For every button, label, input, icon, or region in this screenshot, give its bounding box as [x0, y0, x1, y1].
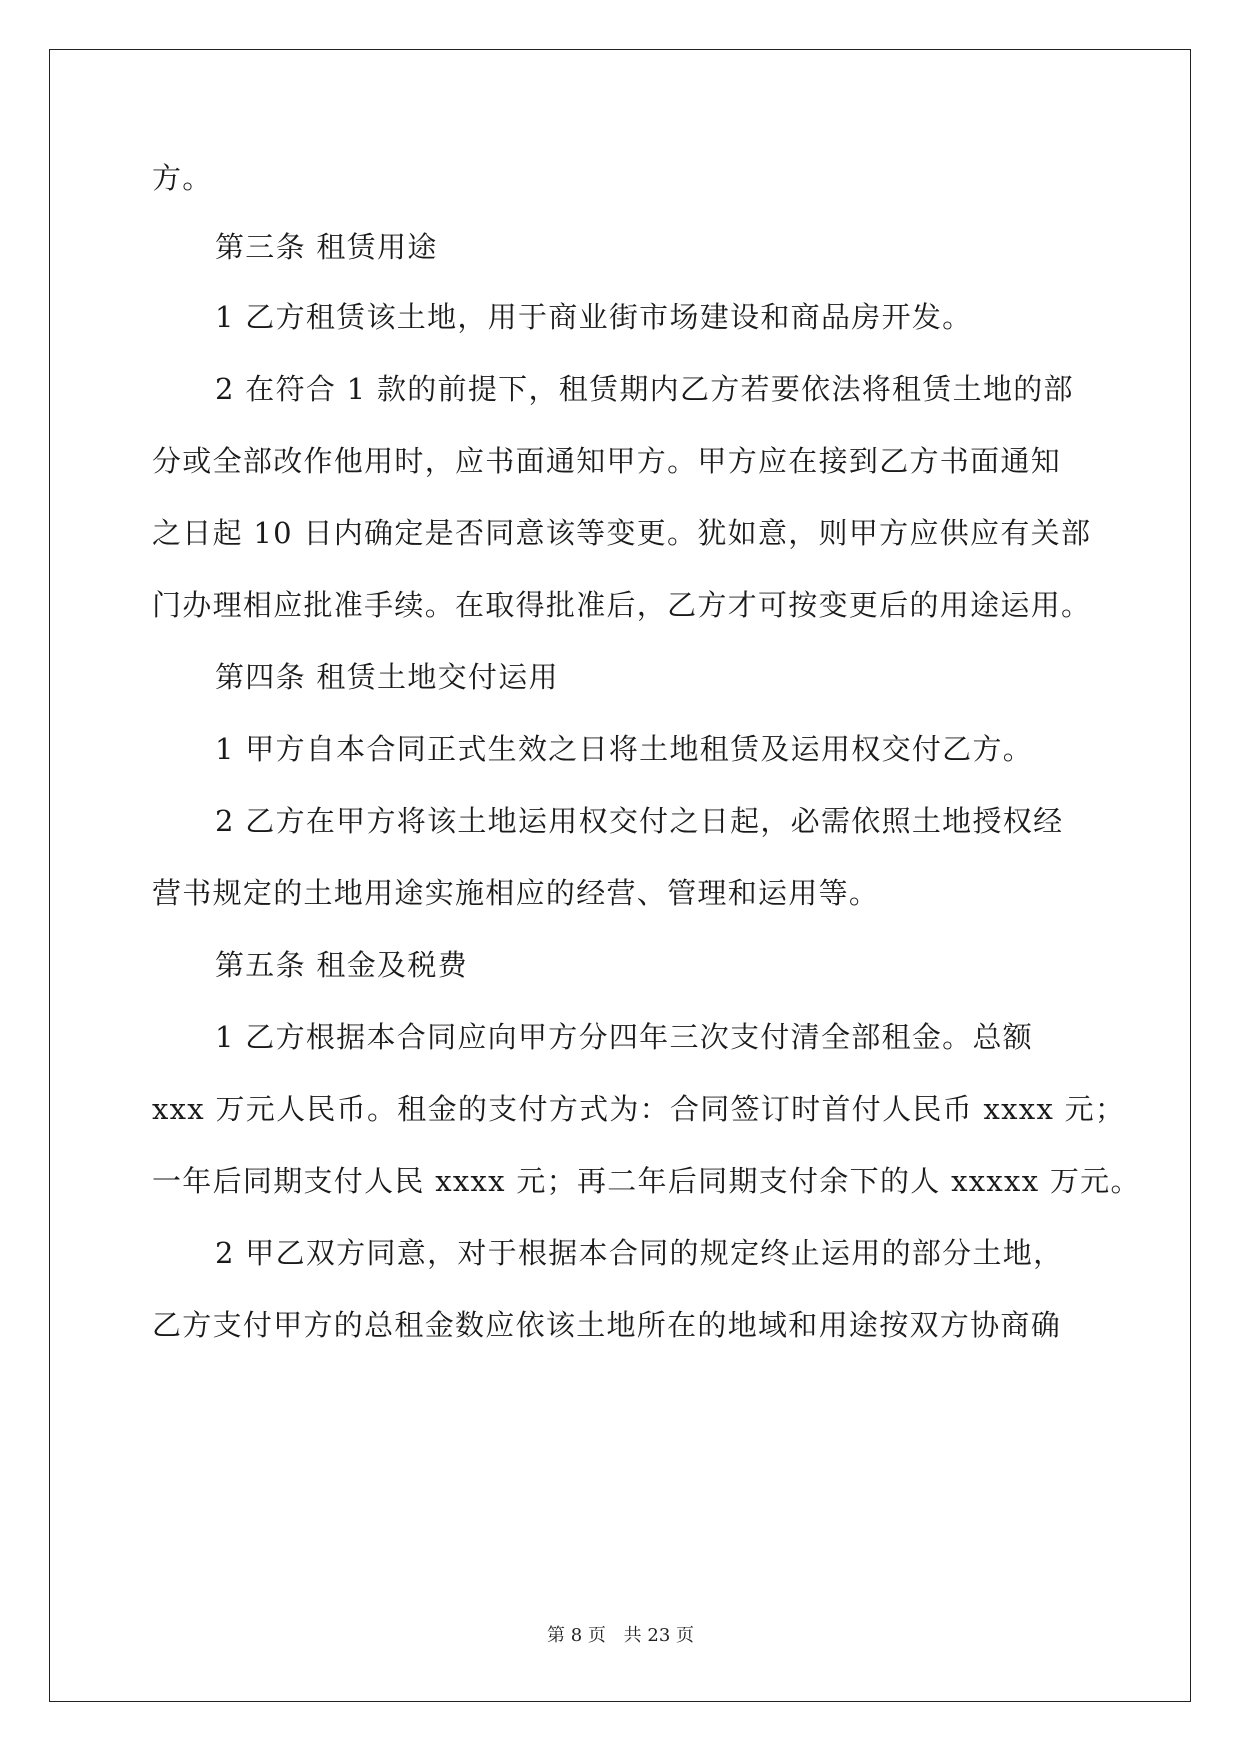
text-line: 1 乙方根据本合同应向甲方分四年三次支付清全部租金。总额: [215, 1020, 1034, 1054]
text-line: 2 在符合 1 款的前提下，租赁期内乙方若要依法将租赁土地的部: [215, 372, 1074, 406]
text-line: 乙方支付甲方的总租金数应依该土地所在的地域和用途按双方协商确: [152, 1308, 1062, 1342]
text-line: 2 甲乙双方同意，对于根据本合同的规定终止运用的部分土地，: [215, 1236, 1064, 1270]
page-number: 第 8 页: [547, 1625, 606, 1646]
text-line: xxx 万元人民币。租金的支付方式为：合同签订时首付人民币 xxxx 元；: [152, 1092, 1126, 1126]
text-line: 门办理相应批准手续。在取得批准后，乙方才可按变更后的用途运用。: [152, 588, 1092, 622]
page-footer: [0, 1621, 1241, 1647]
section-heading: 第四条 租赁土地交付运用: [215, 660, 559, 694]
text-line: 一年后同期支付人民 xxxx 元；再二年后同期支付余下的人 xxxxx 万元。: [152, 1164, 1141, 1198]
section-heading: 第三条 租赁用途: [215, 230, 438, 264]
text-line: 之日起 10 日内确定是否同意该等变更。犹如意，则甲方应供应有关部: [152, 516, 1092, 550]
text-line: 1 乙方租赁该土地，用于商业街市场建设和商品房开发。: [215, 300, 973, 334]
section-heading: 第五条 租金及税费: [215, 948, 468, 982]
text-line: 营书规定的土地用途实施相应的经营、管理和运用等。: [152, 876, 880, 910]
page-total: 共 23 页: [623, 1625, 694, 1646]
text-line: 2 乙方在甲方将该土地运用权交付之日起，必需依照土地授权经: [215, 804, 1064, 838]
text-line: 方。: [152, 161, 213, 195]
text-line: 1 甲方自本合同正式生效之日将土地租赁及运用权交付乙方。: [215, 732, 1034, 766]
text-line: 分或全部改作他用时，应书面通知甲方。甲方应在接到乙方书面通知: [152, 444, 1062, 478]
